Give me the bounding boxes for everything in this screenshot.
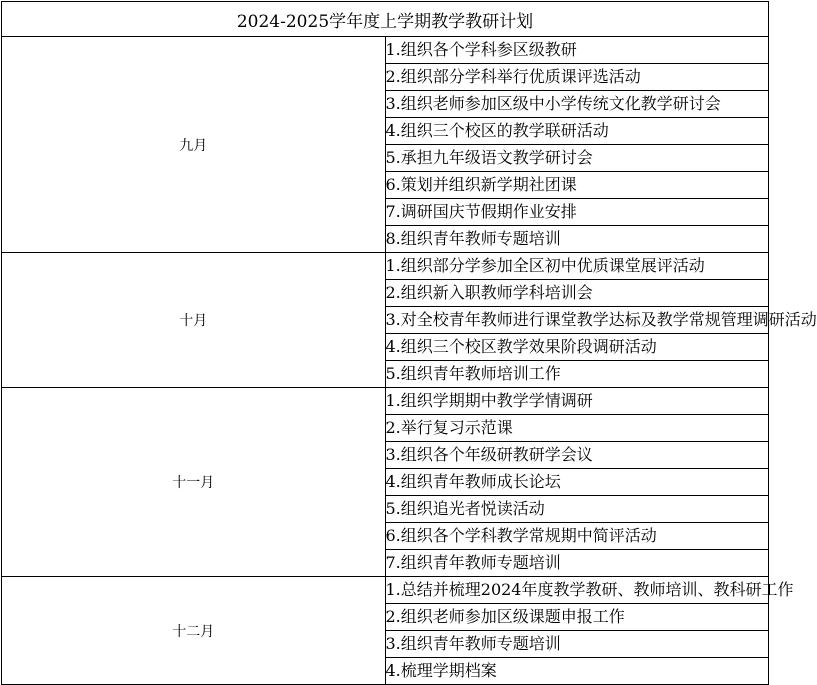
plan-item: 2.组织新入职教师学科培训会	[385, 280, 769, 307]
plan-item: 1.组织各个学科参区级教研	[385, 37, 769, 64]
table-row	[2, 37, 769, 64]
plan-item: 3.组织老师参加区级中小学传统文化教学研讨会	[385, 91, 769, 118]
plan-item: 4.组织三个校区的教学联研活动	[385, 118, 769, 145]
plan-item: 2.组织老师参加区级课题申报工作	[385, 604, 769, 631]
title-row	[2, 2, 769, 37]
month-label: 十月	[2, 253, 386, 388]
plan-table	[1, 1, 817, 685]
plan-item: 3.对全校青年教师进行课堂教学达标及教学常规管理调研活动	[385, 307, 769, 334]
plan-item: 1.组织部分学参加全区初中优质课堂展评活动	[385, 253, 769, 280]
plan-item: 1.组织学期期中教学学情调研	[385, 388, 769, 415]
month-label: 十二月	[2, 577, 386, 685]
table-title: 2024-2025学年度上学期教学教研计划	[2, 2, 769, 37]
plan-table-body	[2, 2, 817, 685]
plan-item: 3.组织各个年级研教研学会议	[385, 442, 769, 469]
plan-item: 1.总结并梳理2024年度教学教研、教师培训、教科研工作	[385, 577, 769, 604]
plan-item: 5.组织青年教师培训工作	[385, 361, 769, 388]
month-label: 九月	[2, 37, 386, 253]
plan-item: 6.组织各个学科教学常规期中简评活动	[385, 523, 769, 550]
plan-item: 7.调研国庆节假期作业安排	[385, 199, 769, 226]
plan-item: 2.组织部分学科举行优质课评选活动	[385, 64, 769, 91]
month-label: 十一月	[2, 388, 386, 577]
table-row	[2, 388, 769, 415]
table-row	[2, 577, 769, 604]
plan-item: 4.组织青年教师成长论坛	[385, 469, 769, 496]
plan-item: 7.组织青年教师专题培训	[385, 550, 769, 577]
table-row	[2, 253, 769, 280]
plan-item: 5.组织追光者悦读活动	[385, 496, 769, 523]
plan-item: 2.举行复习示范课	[385, 415, 769, 442]
plan-item: 3.组织青年教师专题培训	[385, 631, 769, 658]
plan-item: 8.组织青年教师专题培训	[385, 226, 769, 253]
plan-item: 4.组织三个校区教学效果阶段调研活动	[385, 334, 769, 361]
plan-item: 4.梳理学期档案	[385, 658, 769, 685]
plan-item: 5.承担九年级语文教学研讨会	[385, 145, 769, 172]
plan-item: 6.策划并组织新学期社团课	[385, 172, 769, 199]
